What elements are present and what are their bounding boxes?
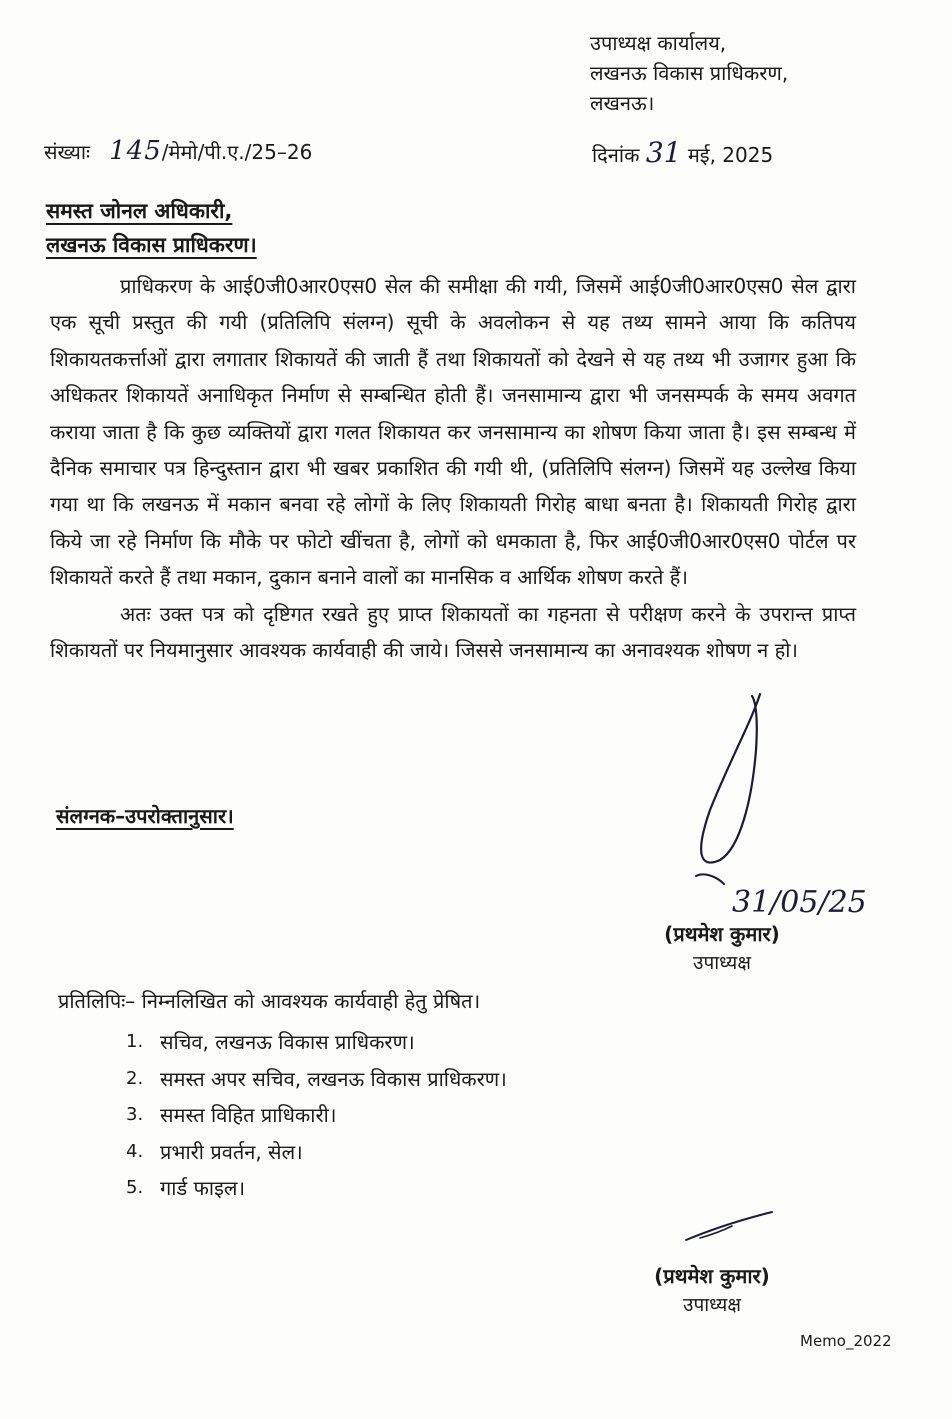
copy-heading: प्रतिलिपिः– निम्नलिखित को आवश्यक कार्यवाही हेतु प्रेषित। (58, 989, 481, 1013)
list-item (58, 1061, 507, 1098)
date-label: दिनांक (592, 143, 640, 167)
second-signature-scribble (680, 1208, 780, 1248)
letter-body (50, 268, 856, 668)
list-item-number: 3. (126, 1104, 144, 1126)
list-item (58, 1097, 507, 1134)
list-item-text: सचिव, लखनऊ विकास प्राधिकरण। (160, 1030, 415, 1054)
handwritten-number: 145 (109, 136, 162, 166)
signature-block-2 (622, 1262, 802, 1317)
handwritten-date-day: 31 (645, 136, 682, 169)
list-item-text: गार्ड फाइल। (160, 1176, 246, 1201)
list-item (58, 1024, 507, 1061)
office-line-2: लखनऊ विकास प्राधिकरण, (590, 61, 789, 85)
office-line-3: लखनऊ। (590, 91, 655, 115)
copy-to-section (58, 984, 507, 1207)
signatory-name-2: (प्रथमेश कुमार) (654, 1264, 770, 1288)
body-paragraph-2: अतः उक्त पत्र को दृष्टिगत रखते हुए प्राप्त शिकायतों का गहनता से परीक्षण करने के उपरान्त प्राप्त शिकायतों पर नियमानुसार आवश्यक कार्यवाही की जाये। जिससे जनसामान्य का अनावश्यक शोषण न हो। (50, 601, 856, 663)
reference-number (44, 136, 312, 166)
addressee-line-2: लखनऊ विकास प्राधिकरण। (46, 233, 257, 257)
signature-handwritten-date: 31/05/25 (732, 885, 867, 920)
office-line-1: उपाध्यक्ष कार्यालय, (590, 31, 727, 55)
list-item-text: समस्त विहित प्राधिकारी। (160, 1103, 337, 1128)
list-item-text: समस्त अपर सचिव, लखनऊ विकास प्राधिकरण। (160, 1066, 507, 1091)
copy-list (58, 1024, 507, 1207)
addressee-line-1: समस्त जोनल अधिकारी, (46, 199, 233, 223)
addressee (46, 194, 257, 262)
letter-date (592, 136, 773, 169)
signatory-designation: उपाध्यक्ष (693, 952, 751, 974)
list-item-text: प्रभारी प्रवर्तन, सेल। (160, 1139, 303, 1164)
signature-block-1 (632, 920, 812, 975)
date-rest: मई, 2025 (687, 143, 774, 167)
list-item (58, 1170, 507, 1207)
reference-label: संख्याः (44, 140, 91, 164)
signatory-name: (प्रथमेश कुमार) (664, 922, 780, 946)
list-item-number: 5. (126, 1177, 144, 1199)
memo-tag: Memo_2022 (800, 1332, 892, 1350)
reference-line (44, 136, 914, 172)
signature-scribble (660, 680, 920, 940)
enclosure-note: संलग्नक–उपरोक्तानुसार। (56, 804, 234, 828)
list-item-number: 1. (126, 1031, 144, 1052)
list-item-number: 4. (126, 1140, 144, 1162)
list-item-number: 2. (126, 1067, 144, 1089)
signatory-designation-2: उपाध्यक्ष (683, 1294, 741, 1316)
office-address (590, 28, 930, 118)
list-item (58, 1134, 507, 1171)
body-paragraph-1: प्राधिकरण के आई0जी0आर0एस0 सेल की समीक्षा की गयी, जिसमें आई0जी0आर0एस0 सेल द्वारा एक सूची प्रस्तुत की गयी (प्रतिलिपि संलग्न) सूची के अवलोकन से यह तथ्य सामने आया कि कतिपय शिकायतकर्त्ताओं द्वारा लगातार शिकायतें की जाती हैं तथा शिकायतों को देखने से यह तथ्य भी उजागर हुआ कि अधिकतर शिकायतें अनाधिकृत निर्माण से सम्बन्धित होती हैं। जनसामान्य द्वारा भी जनसम्पर्क के समय अवगत कराया जाता है कि कुछ व्यक्तियों द्वारा गलत शिकायत कर जनसामान्य का शोषण किया जाता है। इस सम्बन्ध में दैनिक समाचार पत्र हिन्दुस्तान द्वारा भी खबर प्रकाशित की गयी थी, (प्रतिलिपि संलग्न) जिसमें यह उल्लेख किया गया था कि लखनऊ में मकान बनवा रहे लोगों के लिए शिकायती गिरोह बाधा बनता है। शिकायती गिरोह द्वारा किये जा रहे निर्माण कि मौके पर फोटो खींचता है, लोगों को धमकाता है, फिर आई0जी0आर0एस0 पोर्टल पर शिकायतें करते हैं तथा मकान, दुकान बनाने वालों का मानसिक व आर्थिक शोषण करते हैं। (50, 274, 856, 590)
reference-suffix: /मेमो/पी.ए./25–26 (161, 140, 313, 164)
